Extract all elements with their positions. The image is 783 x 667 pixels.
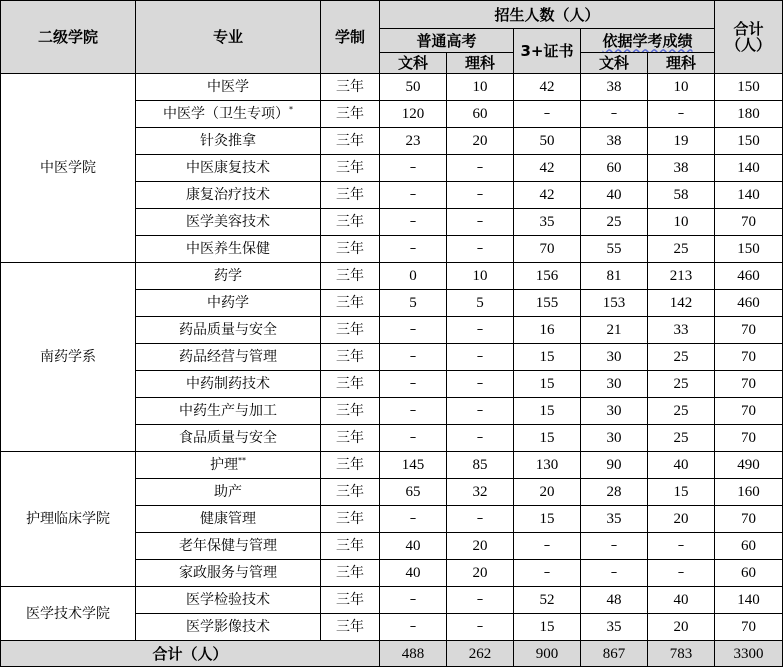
major-cell — [136, 290, 321, 317]
value-cell: – — [380, 398, 447, 425]
value-cell: 5 — [447, 290, 514, 317]
value-cell: 180 — [715, 101, 783, 128]
value-cell: 58 — [648, 182, 715, 209]
value-cell: 30 — [581, 425, 648, 452]
duration-cell: 三年 — [321, 317, 380, 344]
major-header: 专业 — [136, 1, 321, 74]
value-cell: 40 — [648, 587, 715, 614]
value-cell: 38 — [648, 155, 715, 182]
value-cell: 25 — [648, 236, 715, 263]
value-cell: 52 — [514, 587, 581, 614]
value-cell: – — [581, 101, 648, 128]
value-cell: 156 — [514, 263, 581, 290]
table-row — [1, 587, 783, 614]
major-name: 医学美容技术 — [186, 214, 270, 230]
table-row — [1, 263, 783, 290]
value-cell: 81 — [581, 263, 648, 290]
value-cell: 30 — [581, 371, 648, 398]
value-cell: – — [447, 209, 514, 236]
major-name: 医学检验技术 — [186, 592, 270, 608]
value-cell: 15 — [514, 344, 581, 371]
value-cell: – — [380, 614, 447, 641]
total-header-line2: （人） — [725, 36, 771, 54]
major-name: 药学 — [214, 268, 242, 284]
value-cell: – — [447, 182, 514, 209]
value-cell: – — [648, 101, 715, 128]
value-cell: 20 — [648, 614, 715, 641]
value-cell: 142 — [648, 290, 715, 317]
value-cell: 70 — [715, 425, 783, 452]
value-cell: 20 — [648, 506, 715, 533]
value-cell: 15 — [514, 425, 581, 452]
value-cell: – — [380, 155, 447, 182]
value-cell: 48 — [581, 587, 648, 614]
duration-cell: 三年 — [321, 560, 380, 587]
duration-header: 学制 — [321, 1, 380, 74]
value-cell: – — [514, 101, 581, 128]
value-cell: – — [447, 587, 514, 614]
value-cell: – — [648, 560, 715, 587]
value-cell: – — [380, 506, 447, 533]
footnote-marker: ** — [238, 456, 246, 465]
major-name: 药品经营与管理 — [179, 349, 277, 365]
value-cell: – — [447, 425, 514, 452]
value-cell: 460 — [715, 290, 783, 317]
total-value: 262 — [447, 641, 514, 667]
value-cell: 40 — [380, 533, 447, 560]
duration-cell: 三年 — [321, 263, 380, 290]
value-cell: 150 — [715, 128, 783, 155]
value-cell: 150 — [715, 74, 783, 101]
value-cell: 460 — [715, 263, 783, 290]
duration-cell: 三年 — [321, 101, 380, 128]
value-cell: 32 — [447, 479, 514, 506]
duration-cell: 三年 — [321, 479, 380, 506]
value-cell: 150 — [715, 236, 783, 263]
value-cell: 15 — [514, 506, 581, 533]
value-cell: 153 — [581, 290, 648, 317]
value-cell: 20 — [447, 128, 514, 155]
value-cell: – — [514, 560, 581, 587]
value-cell: 140 — [715, 182, 783, 209]
value-cell: 60 — [715, 560, 783, 587]
value-cell: 55 — [581, 236, 648, 263]
value-cell: 10 — [447, 263, 514, 290]
duration-cell: 三年 — [321, 236, 380, 263]
value-cell: – — [380, 344, 447, 371]
value-cell: 70 — [514, 236, 581, 263]
value-cell: – — [380, 209, 447, 236]
value-cell: 38 — [581, 128, 648, 155]
value-cell: – — [447, 344, 514, 371]
regular-header: 普通高考 — [380, 29, 514, 53]
total-value: 3300 — [715, 641, 783, 667]
value-cell: – — [447, 317, 514, 344]
major-name: 康复治疗技术 — [186, 187, 270, 203]
value-cell: 70 — [715, 371, 783, 398]
total-header-line1: 合计 — [733, 20, 764, 38]
duration-cell: 三年 — [321, 371, 380, 398]
value-cell: – — [380, 587, 447, 614]
duration-cell: 三年 — [321, 209, 380, 236]
major-name: 中医学 — [207, 79, 249, 95]
value-cell: 90 — [581, 452, 648, 479]
value-cell: – — [380, 425, 447, 452]
duration-cell: 三年 — [321, 344, 380, 371]
value-cell: – — [581, 533, 648, 560]
value-cell: 25 — [648, 371, 715, 398]
college-cell: 中医学院 — [1, 74, 136, 263]
major-name: 健康管理 — [200, 511, 256, 527]
major-cell — [136, 533, 321, 560]
value-cell: 155 — [514, 290, 581, 317]
total-row — [1, 641, 783, 667]
major-name: 中药生产与加工 — [179, 403, 277, 419]
duration-cell: 三年 — [321, 182, 380, 209]
academic-liberal-header: 文科 — [581, 53, 648, 74]
duration-cell: 三年 — [321, 533, 380, 560]
total-value: 488 — [380, 641, 447, 667]
value-cell: 40 — [380, 560, 447, 587]
major-name: 中药制药技术 — [186, 376, 270, 392]
value-cell: 21 — [581, 317, 648, 344]
value-cell: – — [447, 506, 514, 533]
table-row — [1, 452, 783, 479]
major-cell — [136, 614, 321, 641]
value-cell: – — [447, 398, 514, 425]
duration-cell: 三年 — [321, 128, 380, 155]
value-cell: 42 — [514, 182, 581, 209]
major-cell — [136, 236, 321, 263]
academic-header — [581, 29, 715, 53]
major-cell — [136, 209, 321, 236]
value-cell: 130 — [514, 452, 581, 479]
value-cell: 0 — [380, 263, 447, 290]
value-cell: 38 — [581, 74, 648, 101]
value-cell: – — [447, 155, 514, 182]
cert-header: 3+证书 — [514, 29, 581, 74]
value-cell: – — [380, 317, 447, 344]
value-cell: 19 — [648, 128, 715, 155]
duration-cell: 三年 — [321, 74, 380, 101]
major-cell — [136, 263, 321, 290]
value-cell: 15 — [514, 614, 581, 641]
duration-cell: 三年 — [321, 587, 380, 614]
value-cell: 85 — [447, 452, 514, 479]
value-cell: 42 — [514, 74, 581, 101]
value-cell: 70 — [715, 344, 783, 371]
table-row — [1, 74, 783, 101]
value-cell: 25 — [648, 344, 715, 371]
duration-cell: 三年 — [321, 506, 380, 533]
duration-cell: 三年 — [321, 614, 380, 641]
major-name: 针灸推拿 — [200, 133, 256, 149]
value-cell: – — [380, 182, 447, 209]
value-cell: 40 — [648, 452, 715, 479]
major-name: 食品质量与安全 — [179, 430, 277, 446]
college-cell: 医学技术学院 — [1, 587, 136, 641]
value-cell: – — [648, 533, 715, 560]
value-cell: 20 — [447, 560, 514, 587]
value-cell: 70 — [715, 398, 783, 425]
value-cell: 70 — [715, 317, 783, 344]
value-cell: 25 — [581, 209, 648, 236]
major-cell — [136, 371, 321, 398]
major-name: 中药学 — [207, 295, 249, 311]
value-cell: 140 — [715, 155, 783, 182]
value-cell: 10 — [648, 74, 715, 101]
value-cell: 15 — [648, 479, 715, 506]
value-cell: 35 — [581, 506, 648, 533]
value-cell: 20 — [514, 479, 581, 506]
value-cell: 70 — [715, 209, 783, 236]
major-name: 中医养生保健 — [186, 241, 270, 257]
duration-cell: 三年 — [321, 155, 380, 182]
footnote-marker: * — [289, 105, 293, 114]
value-cell: 140 — [715, 587, 783, 614]
value-cell: 16 — [514, 317, 581, 344]
total-value: 867 — [581, 641, 648, 667]
academic-header-text: 依据学考成绩 — [602, 31, 693, 50]
major-name: 护理 — [210, 457, 238, 473]
major-cell — [136, 506, 321, 533]
duration-cell: 三年 — [321, 452, 380, 479]
major-cell — [136, 128, 321, 155]
major-cell — [136, 317, 321, 344]
value-cell: 120 — [380, 101, 447, 128]
total-value: 900 — [514, 641, 581, 667]
value-cell: 25 — [648, 398, 715, 425]
major-cell — [136, 452, 321, 479]
enroll-header: 招生人数（人） — [380, 1, 715, 29]
value-cell: – — [514, 533, 581, 560]
regular-science-header: 理科 — [447, 53, 514, 74]
major-cell — [136, 101, 321, 128]
college-cell: 南药学系 — [1, 263, 136, 452]
value-cell: 5 — [380, 290, 447, 317]
duration-cell: 三年 — [321, 425, 380, 452]
value-cell: 145 — [380, 452, 447, 479]
value-cell: 23 — [380, 128, 447, 155]
value-cell: 50 — [514, 128, 581, 155]
value-cell: 490 — [715, 452, 783, 479]
value-cell: 10 — [648, 209, 715, 236]
table-body — [1, 74, 783, 641]
major-name: 中医学（卫生专项） — [163, 106, 289, 122]
value-cell: – — [380, 236, 447, 263]
major-cell — [136, 155, 321, 182]
value-cell: 15 — [514, 371, 581, 398]
value-cell: 28 — [581, 479, 648, 506]
value-cell: 15 — [514, 398, 581, 425]
value-cell: 50 — [380, 74, 447, 101]
value-cell: 25 — [648, 425, 715, 452]
major-name: 助产 — [214, 484, 242, 500]
regular-liberal-header: 文科 — [380, 53, 447, 74]
value-cell: 35 — [514, 209, 581, 236]
value-cell: 33 — [648, 317, 715, 344]
value-cell: – — [380, 371, 447, 398]
total-value: 783 — [648, 641, 715, 667]
major-cell — [136, 182, 321, 209]
value-cell: 40 — [581, 182, 648, 209]
value-cell: 10 — [447, 74, 514, 101]
major-cell — [136, 398, 321, 425]
value-cell: – — [581, 560, 648, 587]
major-name: 中医康复技术 — [186, 160, 270, 176]
value-cell: 60 — [447, 101, 514, 128]
value-cell: 65 — [380, 479, 447, 506]
major-name: 家政服务与管理 — [179, 565, 277, 581]
major-cell — [136, 560, 321, 587]
major-cell — [136, 425, 321, 452]
duration-cell: 三年 — [321, 398, 380, 425]
major-cell — [136, 587, 321, 614]
major-name: 药品质量与安全 — [179, 322, 277, 338]
value-cell: – — [447, 236, 514, 263]
college-header: 二级学院 — [1, 1, 136, 74]
academic-science-header: 理科 — [648, 53, 715, 74]
duration-cell: 三年 — [321, 290, 380, 317]
value-cell: 70 — [715, 614, 783, 641]
value-cell: 20 — [447, 533, 514, 560]
value-cell: 213 — [648, 263, 715, 290]
total-label: 合计（人） — [1, 641, 380, 667]
value-cell: 42 — [514, 155, 581, 182]
value-cell: – — [447, 371, 514, 398]
major-name: 老年保健与管理 — [179, 538, 277, 554]
value-cell: 70 — [715, 506, 783, 533]
value-cell: 60 — [715, 533, 783, 560]
value-cell: 60 — [581, 155, 648, 182]
value-cell: 160 — [715, 479, 783, 506]
value-cell: 30 — [581, 344, 648, 371]
total-header — [715, 1, 783, 74]
college-cell: 护理临床学院 — [1, 452, 136, 587]
value-cell: 35 — [581, 614, 648, 641]
major-name: 医学影像技术 — [186, 619, 270, 635]
value-cell: 30 — [581, 398, 648, 425]
major-cell — [136, 479, 321, 506]
major-cell — [136, 344, 321, 371]
major-cell — [136, 74, 321, 101]
value-cell: – — [447, 614, 514, 641]
